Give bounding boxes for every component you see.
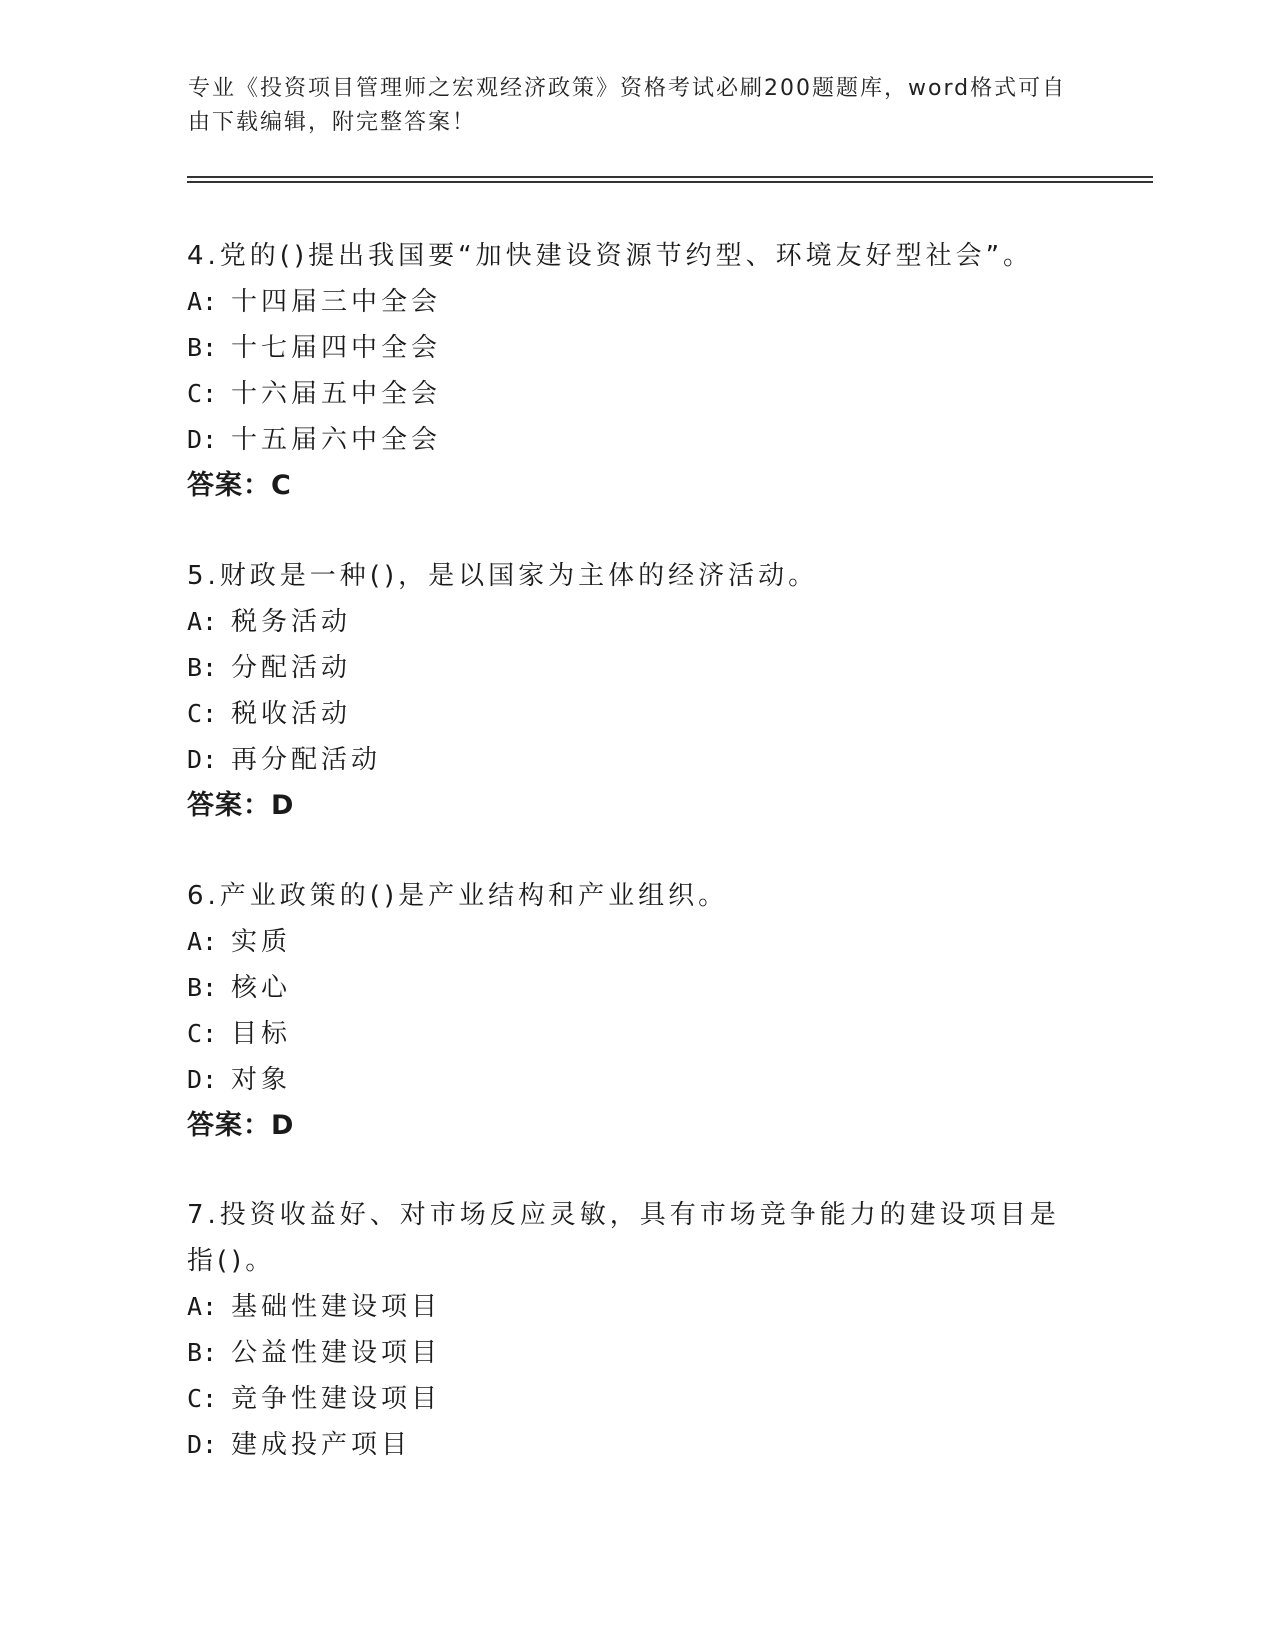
question-text: 7.投资收益好、对市场反应灵敏，具有市场竞争能力的建设项目是指()。 — [187, 1200, 1060, 1276]
option-a — [187, 1284, 1067, 1330]
option-letter: C: — [187, 379, 218, 408]
question-7 — [187, 1192, 1067, 1468]
option-letter: B: — [187, 1338, 218, 1367]
option-text: 税务活动 — [231, 607, 352, 637]
option-text: 基础性建设项目 — [231, 1292, 442, 1322]
option-a — [187, 599, 1067, 645]
question-6 — [187, 873, 1067, 1149]
header-divider-top — [187, 176, 1153, 178]
option-a — [187, 919, 1067, 965]
option-text: 十四届三中全会 — [231, 287, 442, 317]
document-header — [188, 72, 1078, 140]
option-text: 竞争性建设项目 — [231, 1384, 442, 1414]
option-letter: D: — [187, 1430, 218, 1459]
option-text: 十五届六中全会 — [231, 425, 442, 455]
option-text: 建成投产项目 — [231, 1430, 412, 1460]
option-c — [187, 691, 1067, 737]
option-c — [187, 1376, 1067, 1422]
option-d — [187, 1422, 1067, 1468]
option-text: 税收活动 — [231, 699, 352, 729]
option-d — [187, 1057, 1067, 1103]
option-text: 实质 — [231, 927, 292, 957]
option-letter: A: — [187, 287, 218, 316]
option-text: 再分配活动 — [231, 745, 382, 775]
question-text: 6.产业政策的()是产业结构和产业组织。 — [187, 881, 729, 911]
option-b — [187, 965, 1067, 1011]
option-c — [187, 371, 1067, 417]
option-letter: B: — [187, 653, 218, 682]
option-a — [187, 279, 1067, 325]
option-text: 目标 — [231, 1019, 292, 1049]
question-text: 4.党的()提出我国要“加快建设资源节约型、环境友好型社会”。 — [187, 241, 1034, 271]
option-d — [187, 737, 1067, 783]
option-letter: B: — [187, 333, 218, 362]
option-b — [187, 645, 1067, 691]
option-letter: C: — [187, 699, 218, 728]
question-4 — [187, 233, 1067, 509]
question-text: 5.财政是一种()，是以国家为主体的经济活动。 — [187, 561, 819, 591]
option-b — [187, 325, 1067, 371]
option-letter: D: — [187, 745, 218, 774]
option-letter: D: — [187, 1065, 218, 1094]
option-text: 十七届四中全会 — [231, 333, 442, 363]
option-letter: D: — [187, 425, 218, 454]
option-text: 十六届五中全会 — [231, 379, 442, 409]
option-letter: B: — [187, 973, 218, 1002]
option-letter: A: — [187, 1292, 218, 1321]
option-text: 核心 — [231, 973, 292, 1003]
option-c — [187, 1011, 1067, 1057]
answer-text: 答案：D — [187, 1110, 295, 1141]
option-d — [187, 417, 1067, 463]
option-text: 分配活动 — [231, 653, 352, 683]
option-letter: A: — [187, 927, 218, 956]
option-text: 公益性建设项目 — [231, 1338, 442, 1368]
answer-text: 答案：D — [187, 790, 295, 821]
header-divider-bottom — [187, 181, 1153, 183]
option-letter: C: — [187, 1384, 218, 1413]
header-text: 专业《投资项目管理师之宏观经济政策》资格考试必刷200题题库，word格式可自由下载编辑，附完整答案！ — [188, 76, 1067, 135]
option-letter: C: — [187, 1019, 218, 1048]
option-text: 对象 — [231, 1065, 292, 1095]
answer-text: 答案：C — [187, 470, 292, 501]
option-letter: A: — [187, 607, 218, 636]
question-5 — [187, 553, 1067, 829]
option-b — [187, 1330, 1067, 1376]
